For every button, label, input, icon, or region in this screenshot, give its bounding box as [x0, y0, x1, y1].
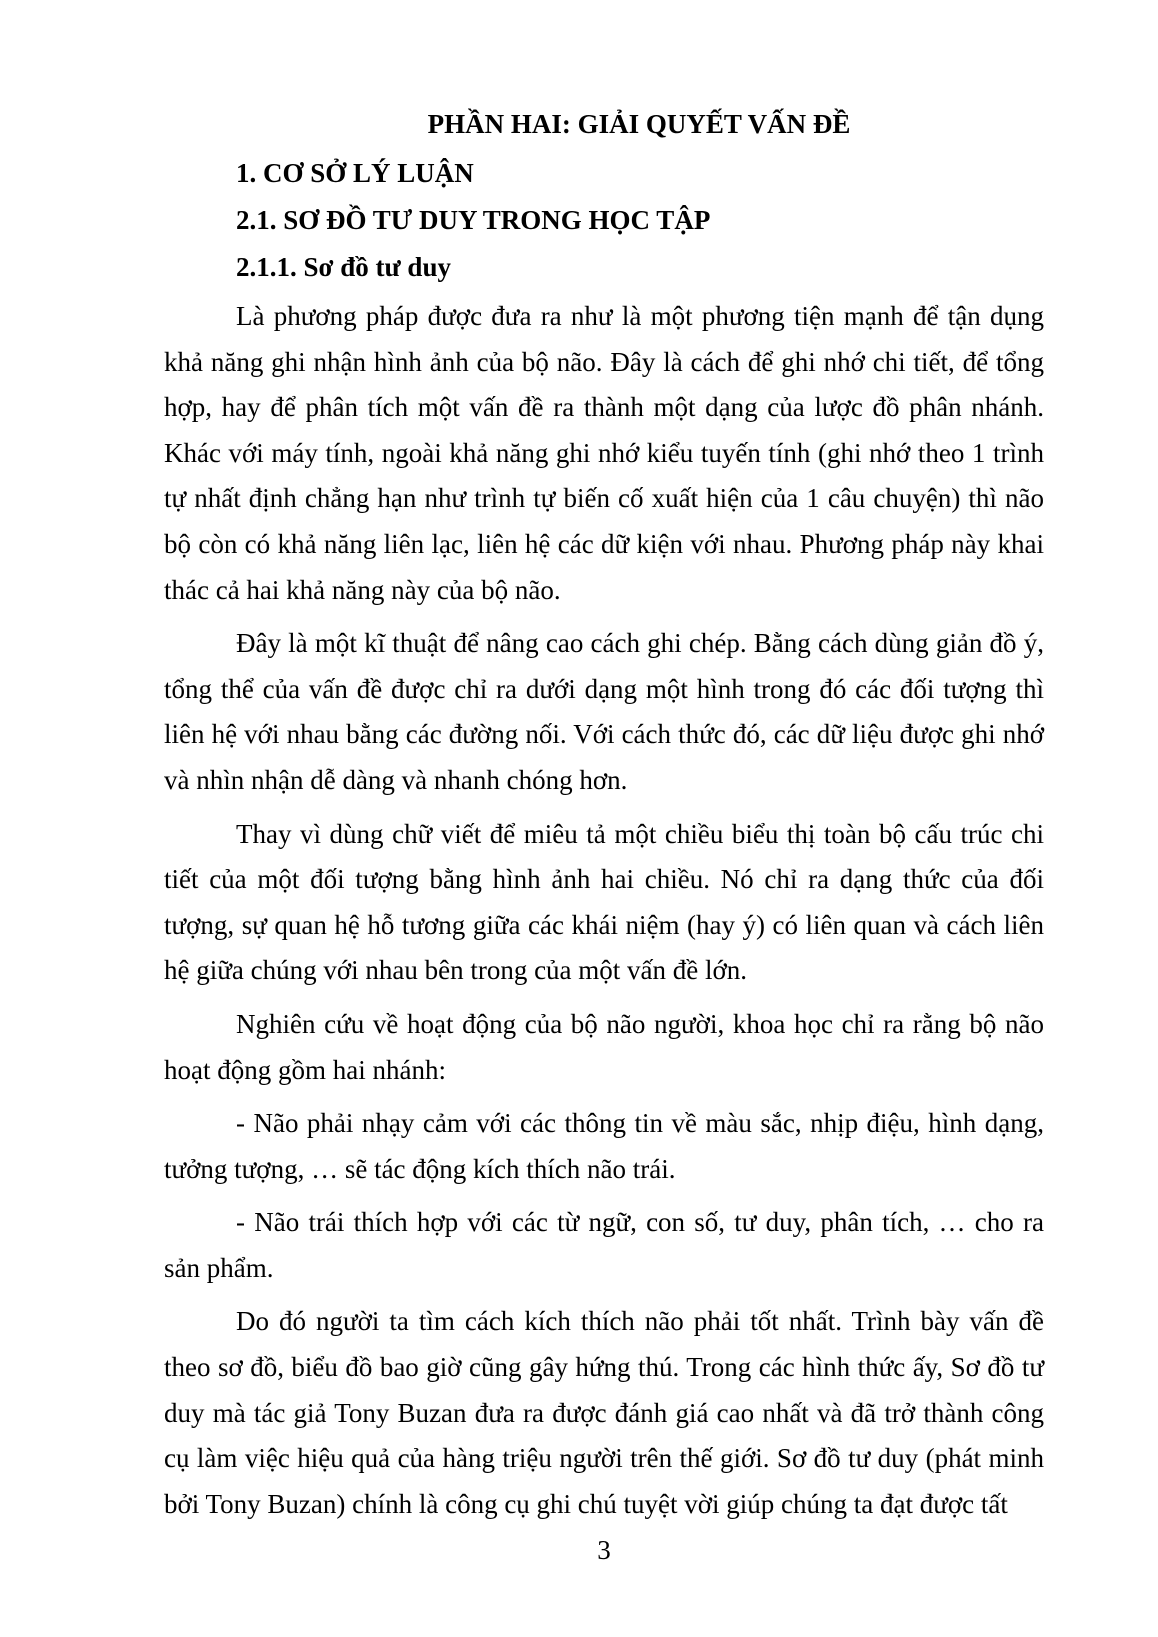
paragraph: Do đó người ta tìm cách kích thích não phải tốt nhất. Trình bày vấn đề theo sơ đồ, biểu đồ bao giờ cũng gây hứng thú. Trong các hình thức ấy, Sơ đồ tư duy mà tác giả Tony Buzan đưa ra được đánh giá cao nhất và đã trở thành công cụ làm việc hiệu quả của hàng triệu người trên thế giới. Sơ đồ tư duy (phát minh bởi Tony Buzan) chính là công cụ ghi chú tuyệt vời giúp chúng ta đạt được tất — [164, 1306, 1044, 1519]
page-number: 3 — [597, 1535, 611, 1565]
paragraph: Nghiên cứu về hoạt động của bộ não người, khoa học chỉ ra rằng bộ não hoạt động gồm hai nhánh: — [164, 1008, 1044, 1085]
paragraph: Là phương pháp được đưa ra như là một phương tiện mạnh để tận dụng khả năng ghi nhận hình ảnh của bộ não. Đây là cách để ghi nhớ chi tiết, để tổng hợp, hay để phân tích một vấn đề ra thành một dạng của lược đồ phân nhánh. Khác với máy tính, ngoài khả năng ghi nhớ kiểu tuyến tính (ghi nhớ theo 1 trình tự nhất định chẳng hạn như trình tự biến cố xuất hiện của 1 câu chuyện) thì não bộ còn có khả năng liên lạc, liên hệ các dữ kiện với nhau. Phương pháp này khai thác cả hai khả năng này của bộ não. — [164, 301, 1044, 605]
section-heading-2-1-1: 2.1.1. Sơ đồ tư duy — [236, 252, 451, 282]
part-title: PHẦN HAI: GIẢI QUYẾT VẤN ĐỀ — [427, 109, 851, 139]
body-text — [164, 294, 1044, 1535]
bullet-paragraph: - Não trái thích hợp với các từ ngữ, con số, tư duy, phân tích, … cho ra sản phẩm. — [164, 1207, 1044, 1283]
section-heading-1: 1. CƠ SỞ LÝ LUẬN — [236, 158, 474, 188]
paragraph: Đây là một kĩ thuật để nâng cao cách ghi chép. Bằng cách dùng giản đồ ý, tổng thể của vấn đề được chỉ ra dưới dạng một hình trong đó các đối tượng thì liên hệ với nhau bằng các đường nối. Với cách thức đó, các dữ liệu được ghi nhớ và nhìn nhận dễ dàng và nhanh chóng hơn. — [164, 628, 1044, 795]
section-heading-2-1: 2.1. SƠ ĐỒ TƯ DUY TRONG HỌC TẬP — [236, 205, 711, 235]
paragraph: Thay vì dùng chữ viết để miêu tả một chiều biểu thị toàn bộ cấu trúc chi tiết của một đối tượng bằng hình ảnh hai chiều. Nó chỉ ra dạng thức của đối tượng, sự quan hệ hỗ tương giữa các khái niệm (hay ý) có liên quan và cách liên hệ giữa chúng với nhau bên trong của một vấn đề lớn. — [164, 818, 1044, 986]
bullet-paragraph: - Não phải nhạy cảm với các thông tin về màu sắc, nhịp điệu, hình dạng, tưởng tượng, … sẽ tác động kích thích não trái. — [164, 1108, 1044, 1184]
